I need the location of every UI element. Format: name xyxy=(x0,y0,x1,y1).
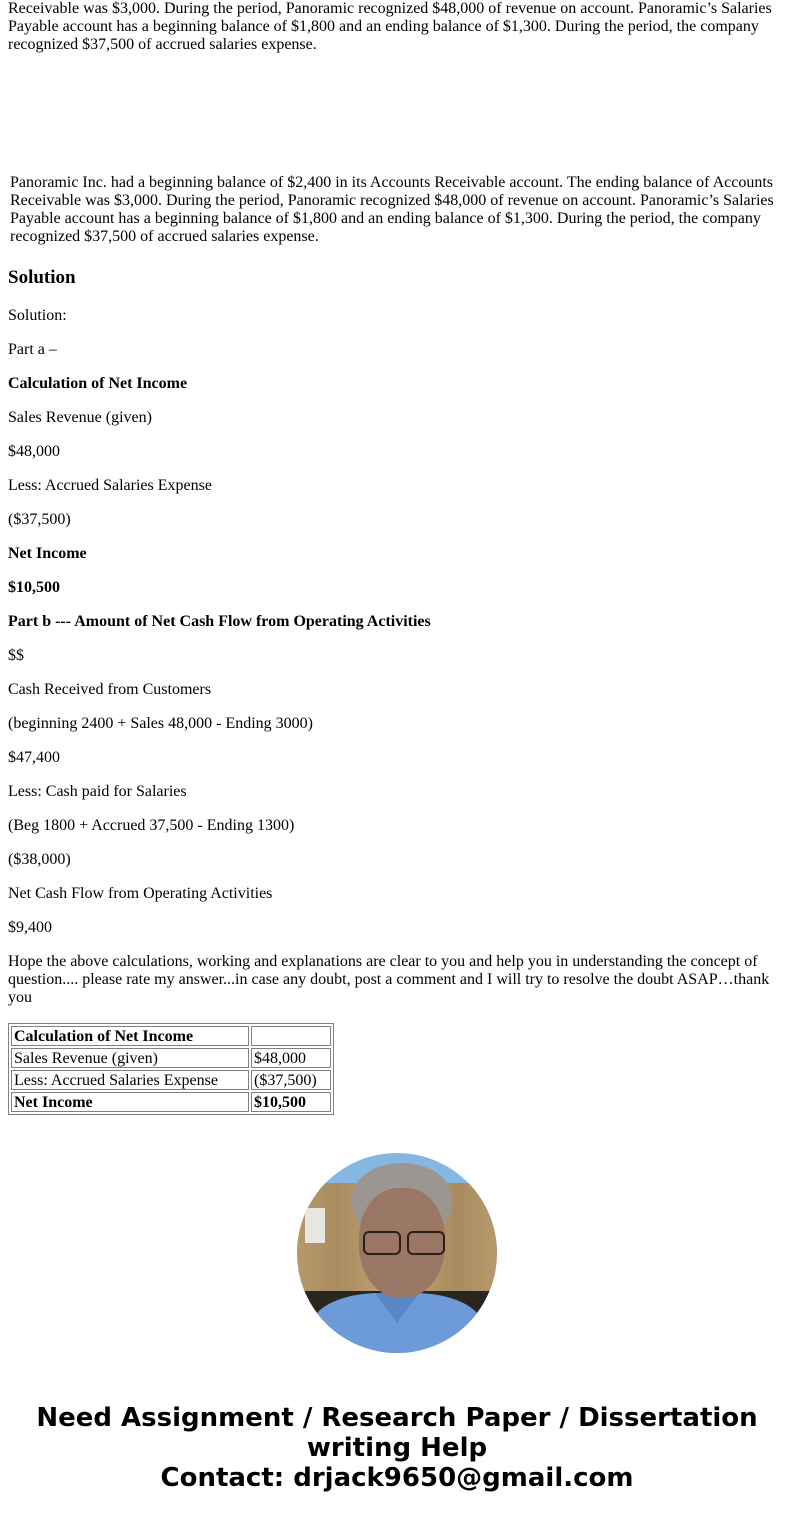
part-a-label: Part a – xyxy=(8,341,57,358)
table-cell-label: Calculation of Net Income xyxy=(11,1026,249,1046)
net-cash-flow-value: $9,400 xyxy=(8,919,52,936)
promo-line-2: writing Help xyxy=(306,1433,488,1463)
salaries-expense-value: ($37,500) xyxy=(8,511,71,528)
cash-received-value: $47,400 xyxy=(8,749,60,766)
part-b-title: Part b --- Amount of Net Cash Flow from Operating Activities xyxy=(8,613,431,630)
solution-intro: Solution: xyxy=(8,307,67,324)
net-cash-flow-label: Net Cash Flow from Operating Activities xyxy=(8,885,273,902)
table-row xyxy=(11,1048,331,1068)
table-row xyxy=(11,1070,331,1090)
table-cell-value: $10,500 xyxy=(251,1092,331,1112)
salaries-expense-label: Less: Accrued Salaries Expense xyxy=(8,477,212,494)
cash-paid-label: Less: Cash paid for Salaries xyxy=(8,783,187,800)
question-box xyxy=(10,174,785,246)
cash-paid-value: ($38,000) xyxy=(8,851,71,868)
sales-revenue-label: Sales Revenue (given) xyxy=(8,409,152,426)
cash-received-formula: (beginning 2400 + Sales 48,000 - Ending 3000) xyxy=(8,715,313,732)
question-text: Panoramic Inc. had a beginning balance of $2,400 in its Accounts Receivable account. The ending balance of Accounts Receivable was $3,000. During the period, Panoramic recognized $48,000 of revenue on account. Panoramic’s Salaries Payable account has a beginning balance of $1,800 and an ending balance of $1,300. During the period, the company recognized $37,500 of accrued salaries expense. xyxy=(10,174,774,245)
avatar-wall-switch xyxy=(305,1208,325,1243)
net-income-table xyxy=(8,1023,334,1115)
promo-banner xyxy=(0,1403,794,1493)
avatar-glasses-right xyxy=(407,1231,445,1255)
sales-revenue-value: $48,000 xyxy=(8,443,60,460)
author-avatar xyxy=(297,1153,497,1353)
closing-note: Hope the above calculations, working and explanations are clear to you and help you in understanding the concept of question.... please rate my answer...in case any doubt, post a comment and I will try to resolve the doubt ASAP…thank you xyxy=(8,953,770,1006)
question-text-truncated: Receivable was $3,000. During the period, Panoramic recognized $48,000 of revenue on account. Panoramic’s Salaries Payable account has a beginning balance of $1,800 and an ending balance of $1,300. During the period, the company recognized $37,500 of accrued salaries expense. xyxy=(8,0,772,53)
part-a-title: Calculation of Net Income xyxy=(8,375,188,392)
table-cell-value: ($37,500) xyxy=(251,1070,331,1090)
table-row xyxy=(11,1092,331,1112)
promo-contact: Contact: drjack9650@gmail.com xyxy=(160,1463,634,1493)
part-b-column-header: $$ xyxy=(8,647,24,664)
solution-heading: Solution xyxy=(8,267,76,288)
cash-paid-formula: (Beg 1800 + Accrued 37,500 - Ending 1300) xyxy=(8,817,295,834)
cash-received-label: Cash Received from Customers xyxy=(8,681,212,698)
table-cell-label: Sales Revenue (given) xyxy=(11,1048,249,1068)
table-cell-label: Less: Accrued Salaries Expense xyxy=(11,1070,249,1090)
table-row xyxy=(11,1026,331,1046)
table-cell-label: Net Income xyxy=(11,1092,249,1112)
table-cell-value xyxy=(251,1026,331,1046)
table-cell-value: $48,000 xyxy=(251,1048,331,1068)
net-income-label: Net Income xyxy=(8,545,87,562)
promo-line-1: Need Assignment / Research Paper / Dissertation xyxy=(36,1403,758,1433)
net-income-value: $10,500 xyxy=(8,579,60,596)
avatar-glasses-left xyxy=(363,1231,401,1255)
